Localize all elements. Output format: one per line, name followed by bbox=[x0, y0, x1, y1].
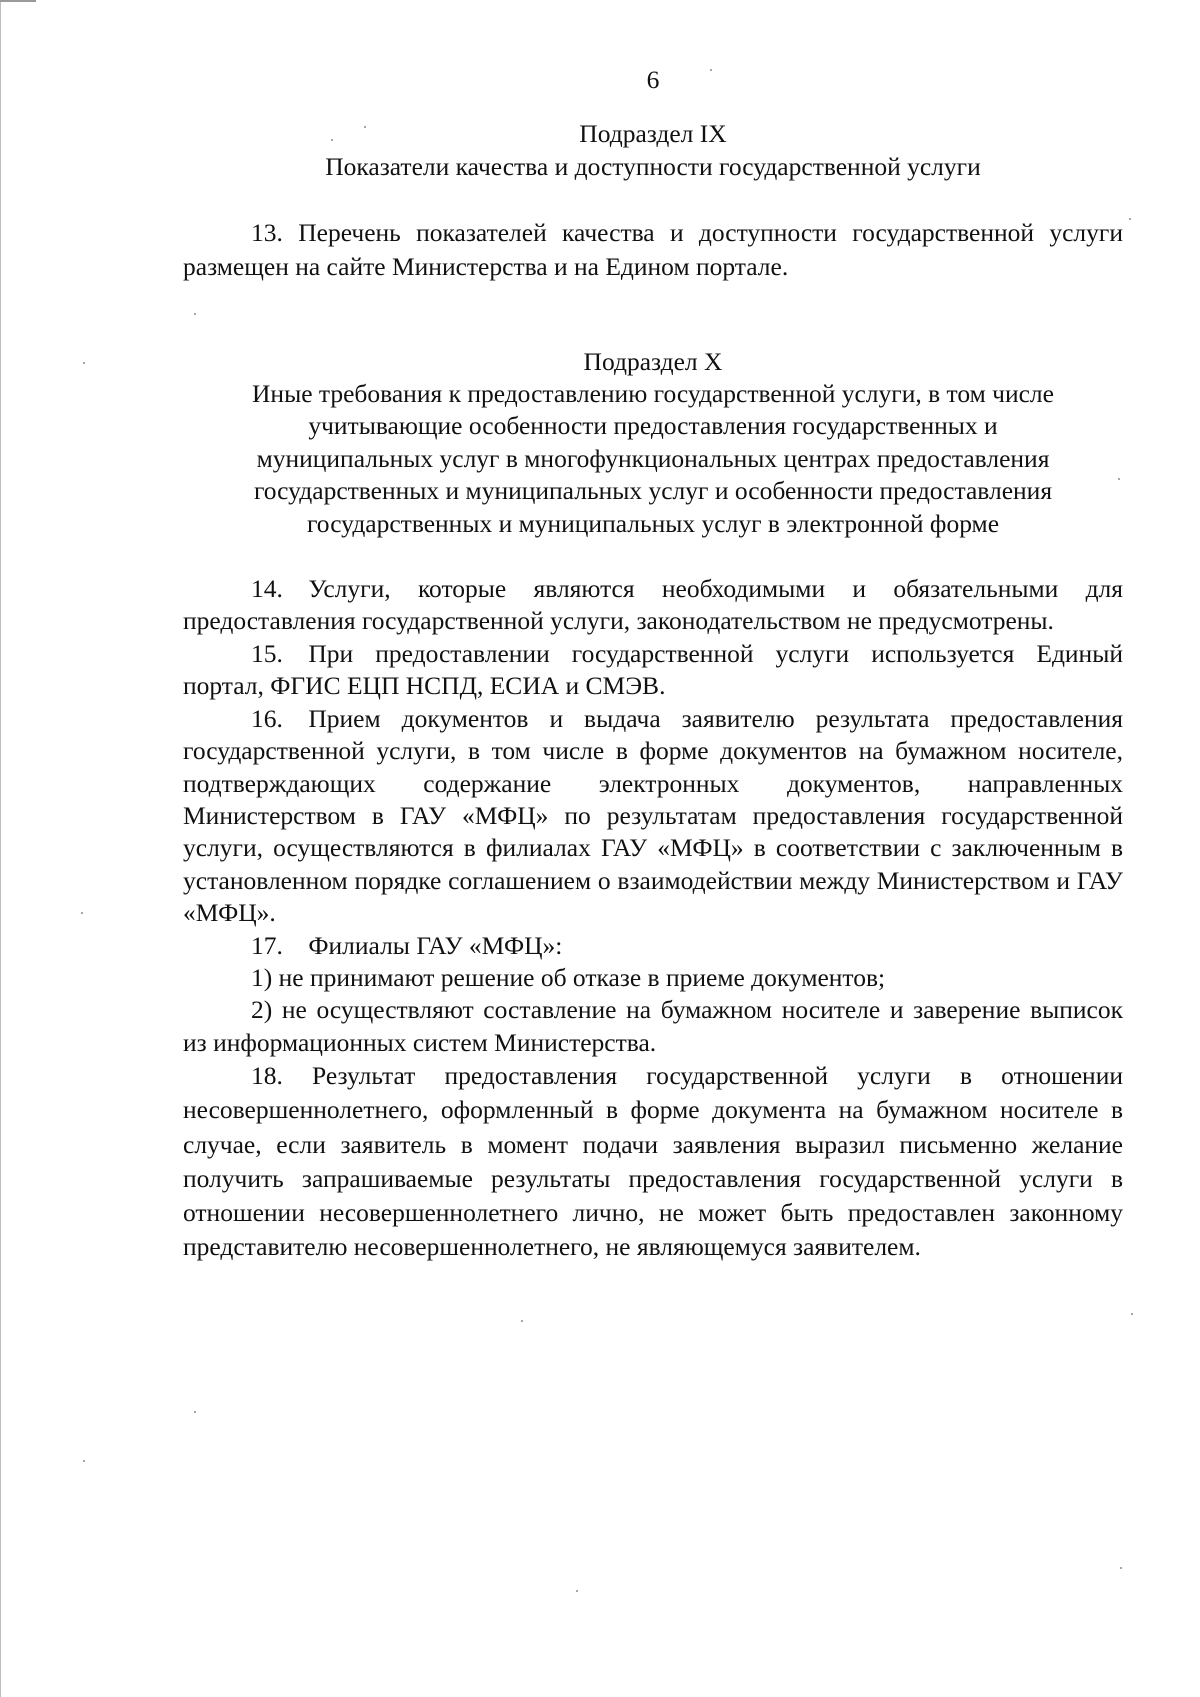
scan-speck bbox=[576, 1590, 578, 1592]
document-body bbox=[183, 64, 1123, 1264]
section-x-subtitle-line: государственных и муниципальных услуг в электронной форме bbox=[306, 508, 1000, 538]
item-16-paragraph: 16. Прием документов и выдача заявителю результата предоставления государственной услуги, в том числе в форме документов на бумажном носителе, подтверждающих содержание электронных документов, направленных Министерством в ГАУ «МФЦ» по результатам предоставления государственной услуги, осуществляются в филиалах ГАУ «МФЦ» в соответствии с заключенным в установленном порядке соглашением о взаимодействии между Министерством и ГАУ «МФЦ». bbox=[183, 703, 1123, 928]
scan-speck bbox=[81, 912, 83, 914]
scan-speck bbox=[83, 1460, 85, 1462]
scan-speck bbox=[83, 362, 85, 364]
item-15-paragraph: 15. При предоставлении государственной услуги используется Единый портал, ФГИС ЕЦП НСПД, ЕСИА и СМЭВ. bbox=[183, 638, 1123, 701]
scan-speck bbox=[1131, 1313, 1133, 1315]
scan-speck bbox=[194, 1411, 196, 1413]
page-number: 6 bbox=[646, 65, 660, 94]
section-x-title: Подраздел X bbox=[583, 346, 723, 376]
section-ix-subtitle: Показатели качества и доступности государственной услуги bbox=[325, 151, 981, 181]
section-x-subtitle-line: муниципальных услуг в многофункциональных центрах предоставления bbox=[256, 443, 1050, 473]
item-13-paragraph: 13. Перечень показателей качества и доступности государственной услуги размещен на сайте Министерства и на Едином портале. bbox=[183, 218, 1123, 282]
item-18-paragraph: 18. Результат предоставления государственной услуги в отношении несовершеннолетнего, оформленный в форме документа на бумажном носителе в случае, если заявитель в момент подачи заявления выразил письменно желание получить запрашиваемые результаты предоставления государственной услуги в отношении несовершеннолетнего лично, не может быть предоставлен законному представителю несовершеннолетнего, не являющемуся заявителем. bbox=[183, 1061, 1123, 1262]
scan-corner-mark bbox=[0, 0, 36, 2]
scan-speck bbox=[521, 1320, 523, 1322]
item-17-subitem-2: 2) не осуществляют составление на бумажном носителе и заверение выписок из информационных систем Министерства. bbox=[183, 995, 1123, 1057]
section-x-subtitle-line: учитывающие особенности предоставления государственных и bbox=[308, 411, 998, 441]
item-17-subitem-1: 1) не принимают решение об отказе в приеме документов; bbox=[251, 962, 886, 992]
section-ix-title: Подраздел IX bbox=[579, 119, 727, 149]
scan-speck bbox=[1129, 218, 1131, 220]
scan-speck bbox=[1120, 1567, 1122, 1569]
scan-left-edge bbox=[0, 0, 1, 1697]
section-x-subtitle-line: Иные требования к предоставлению государственной услуги, в том числе bbox=[252, 379, 1054, 409]
item-17-heading: 17. Филиалы ГАУ «МФЦ»: bbox=[251, 930, 563, 960]
item-14-paragraph: 14. Услуги, которые являются необходимыми и обязательными для предоставления государственной услуги, законодательством не предусмотрены. bbox=[183, 574, 1123, 636]
section-x-subtitle-line: государственных и муниципальных услуг и особенности предоставления bbox=[253, 476, 1053, 506]
